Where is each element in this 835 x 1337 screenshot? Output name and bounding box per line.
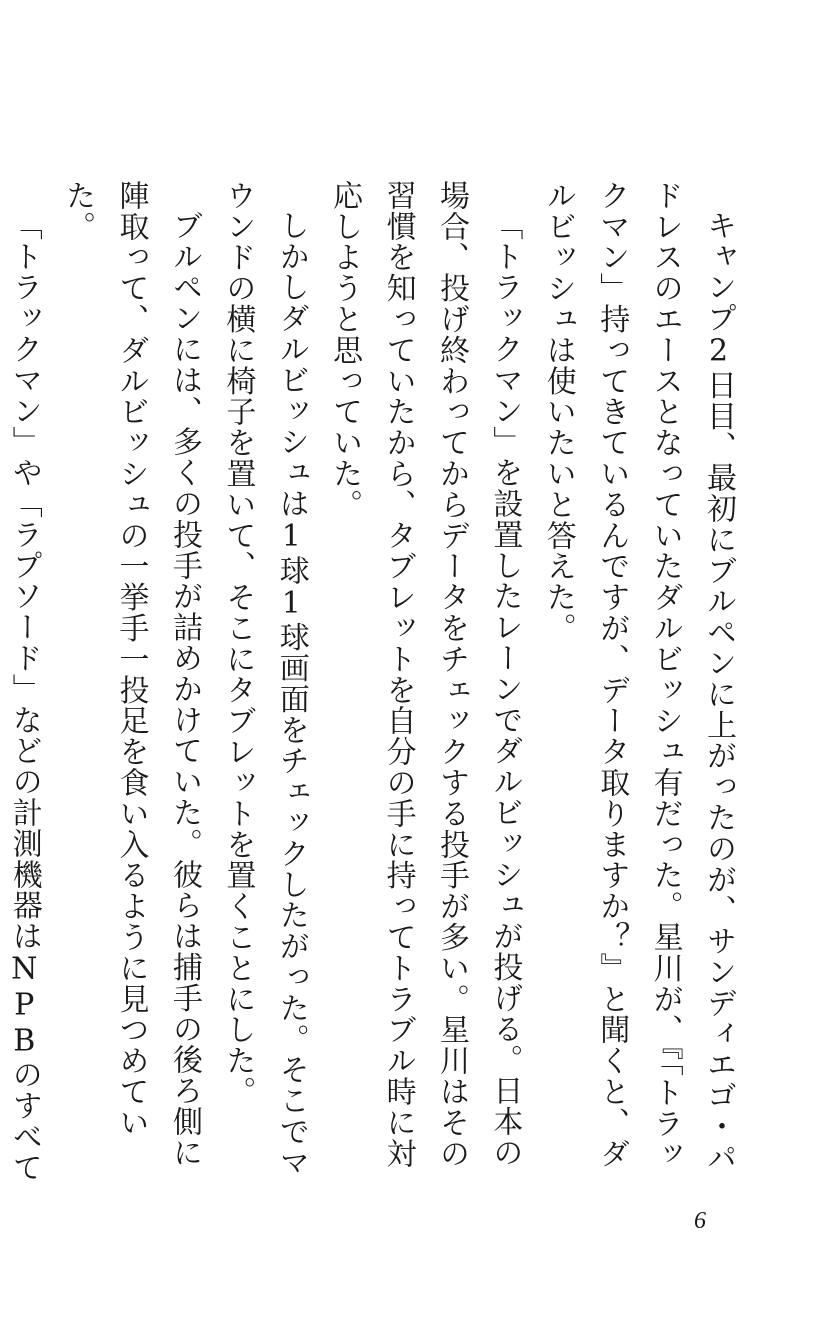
page-number: 6 [694, 1208, 706, 1234]
paragraph-5: 「トラックマン」や「ラプソード」などの計測機器はNPBのすべて [6, 210, 42, 1183]
paragraph-4: ブルペンには、多くの投手が詰めかけていた。彼らは捕手の後ろ側に陣取って、ダルビッシュの一挙手一投足を食い入るように見つめていた。 [60, 180, 202, 1168]
paragraph-2: 「トラックマン」を設置したレーンでダルビッシュが投げる。日本の場合、投げ終わってからデータをチェックする投手が多い。星川はその習慣を知っていたから、タブレットを自分の手に持ってトラブル時に対応しようと思っていた。 [327, 180, 523, 1169]
paragraph-3: しかしダルビッシュは1球1球画面をチェックしたがった。そこでマウンドの横に椅子を置いて、そこにタブレットを置くことにした。 [220, 180, 309, 1178]
vertical-text-body [6, 180, 745, 1190]
paragraph-1: キャンプ2日目、最初にブルペンに上がったのが、サンディエゴ・パドレスのエースとなっていたダルビッシュ有だった。星川が、『「トラックマン」持ってきているんですが、データ取りますか？』と聞くと、ダルビッシュは使いたいと答えた。 [540, 180, 736, 1173]
